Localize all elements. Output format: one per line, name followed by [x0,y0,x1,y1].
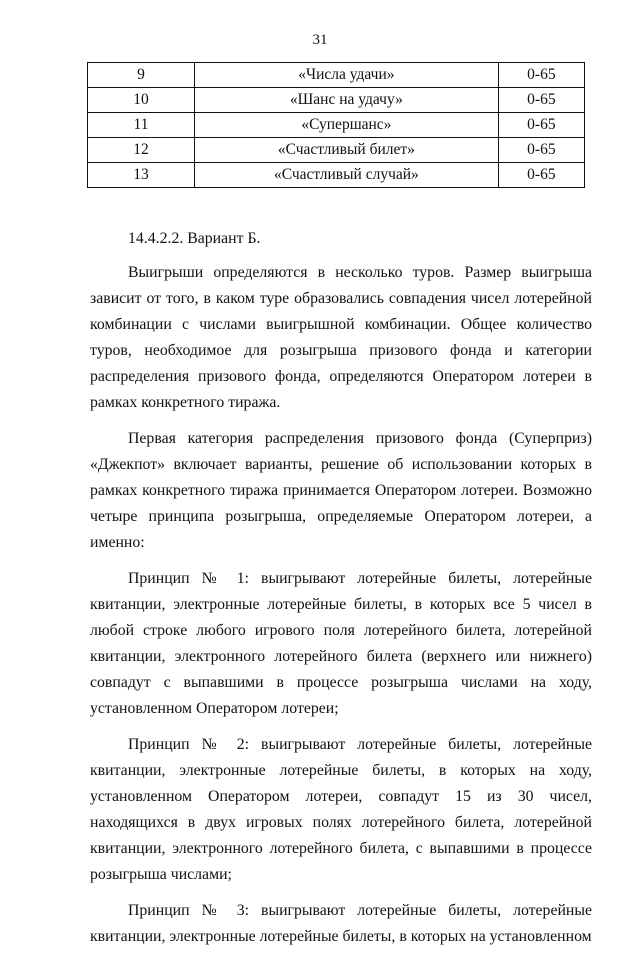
paragraph-principle-2: Принцип № 2: выигрывают лотерейные билеты, лотерейные квитанции, электронные лотерейные билеты, в которых на ходу, установленном Оператором лотереи, совпадут 15 из 30 чисел, находящихся в двух игровых полях лотерейного билета, лотерейной квитанции, электронного лотерейного билета, с выпавшими в процессе розыгрыша числами; [90,736,592,883]
table-row [88,88,585,113]
table-cell-name: «Счастливый билет» [195,138,499,163]
table-cell-range: 0-65 [498,88,584,113]
table-cell-name: «Счастливый случай» [195,163,499,188]
table-cell-name: «Шанс на удачу» [195,88,499,113]
paragraph-tours: Выигрыши определяются в несколько туров. Размер выигрыша зависит от того, в каком туре образовались совпадения чисел лотерейной комбинации с числами выигрышной комбинации. Общее количество туров, необходимое для розыгрыша призового фонда и категории распределения призового фонда, определяются Оператором лотереи в рамках конкретного тиража. [90,264,592,411]
document-body [90,226,592,960]
prize-category-table [87,62,585,188]
table-row [88,113,585,138]
paragraph-principle-1: Принцип № 1: выигрывают лотерейные билеты, лотерейные квитанции, электронные лотерейные билеты, в которых все 5 чисел в любой строке любого игрового поля лотерейного билета, лотерейной квитанции, электронного лотерейного билета (верхнего или нижнего) совпадут с выпавшими в процессе розыгрыша числами на ходу, установленном Оператором лотереи; [90,570,592,717]
table-cell-number: 9 [88,63,195,88]
section-heading: 14.4.2.2. Вариант Б. [128,230,261,247]
table-cell-name: «Числа удачи» [195,63,499,88]
paragraph-jackpot: Первая категория распределения призового фонда (Суперприз) «Джекпот» включает варианты, решение об использовании которых в рамках конкретного тиража принимается Оператором лотереи. Возможно четыре принципа розыгрыша, определяемые Оператором лотереи, а именно: [90,430,592,551]
table-row [88,138,585,163]
table-cell-number: 13 [88,163,195,188]
page-number: 31 [312,32,328,48]
table-cell-range: 0-65 [498,113,584,138]
table-cell-number: 10 [88,88,195,113]
table-cell-number: 12 [88,138,195,163]
table-cell-range: 0-65 [498,138,584,163]
paragraph-principle-3: Принцип № 3: выигрывают лотерейные билеты, лотерейные квитанции, электронные лотерейные билеты, в которых на установленном [90,902,592,945]
table-row [88,63,585,88]
table-row [88,163,585,188]
table-cell-name: «Супершанс» [195,113,499,138]
table-cell-range: 0-65 [498,163,584,188]
table-cell-range: 0-65 [498,63,584,88]
table-cell-number: 11 [88,113,195,138]
